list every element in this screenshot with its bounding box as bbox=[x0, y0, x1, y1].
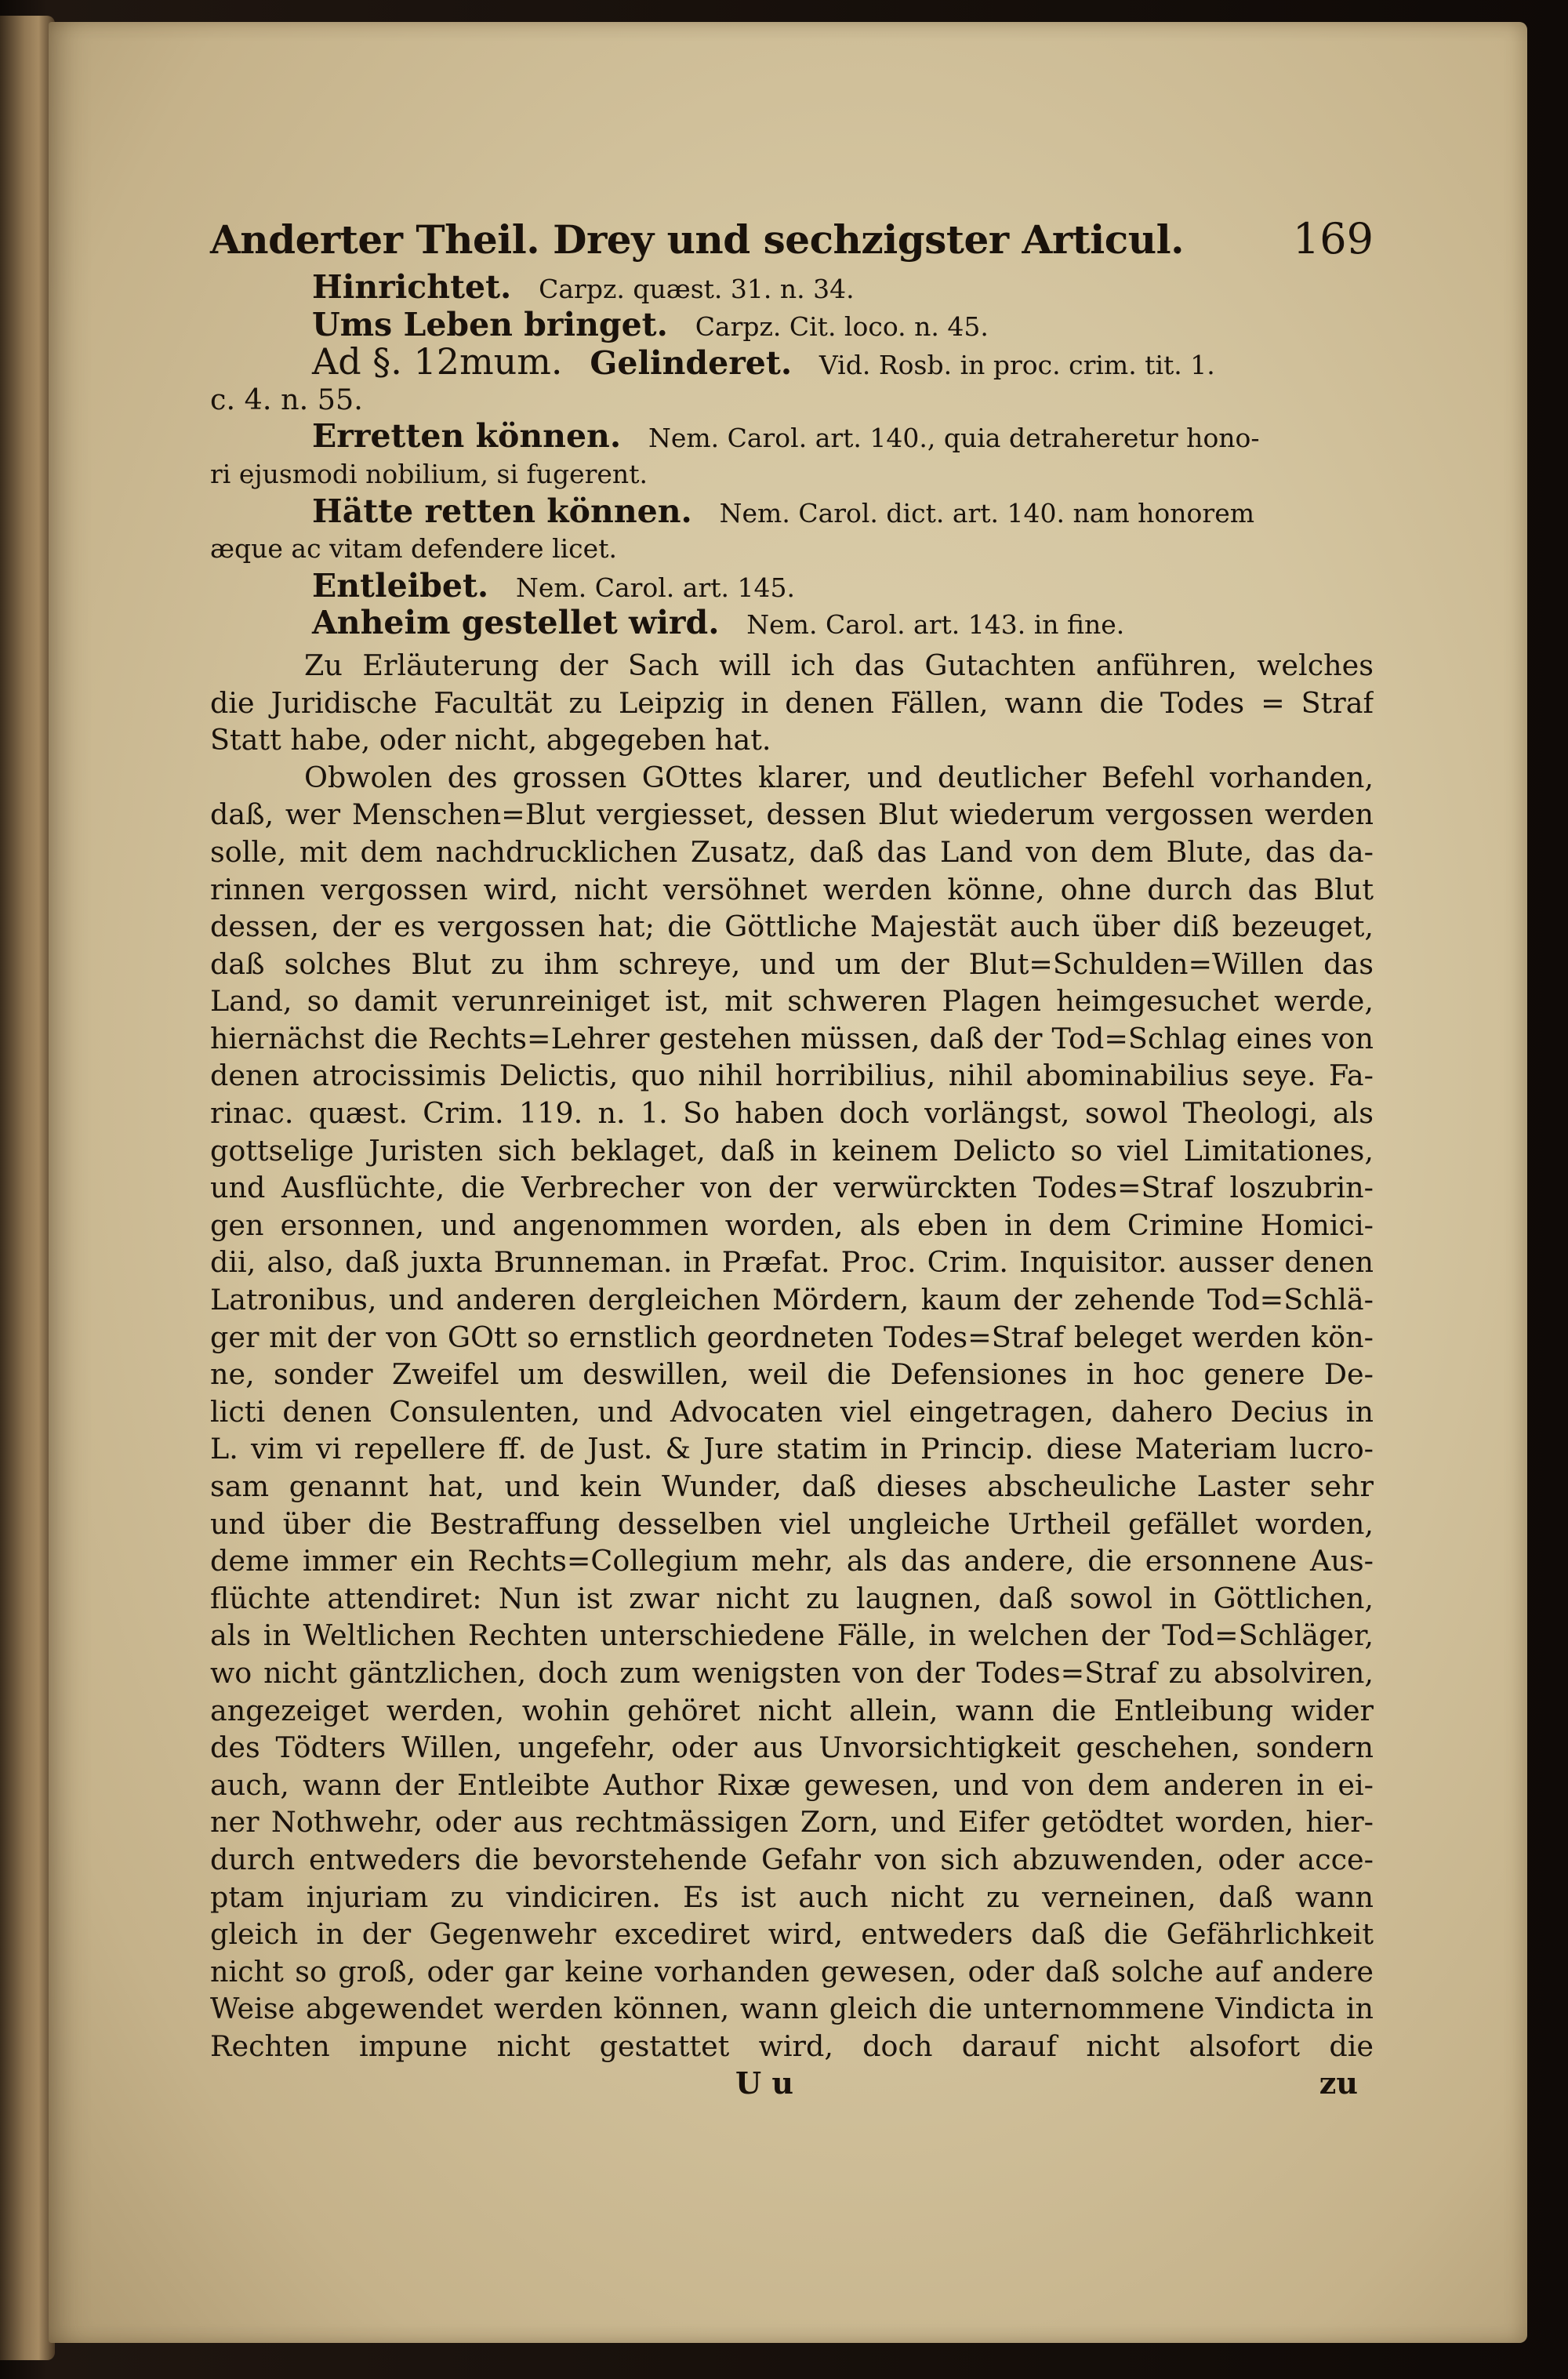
note-entry bbox=[210, 343, 1374, 381]
body-line: gen ersonnen, und angenommen worden, als eben in dem Crimine Homici- bbox=[210, 1208, 1374, 1242]
signature-mark: U u bbox=[735, 2065, 793, 2101]
page-number: 169 bbox=[1292, 214, 1374, 263]
note-keyword: Erretten können. bbox=[312, 418, 622, 456]
note-keyword: Gelinderet. bbox=[590, 344, 793, 381]
note-citation: Nem. Carol. art. 143. in fine. bbox=[746, 609, 1125, 641]
note-keyword: Entleibet. bbox=[312, 567, 489, 605]
text-block bbox=[210, 214, 1374, 2105]
body-line: deme immer ein Rechts=Collegium mehr, als das andere, die ersonnene Aus- bbox=[210, 1544, 1374, 1578]
body-line: L. vim vi repellere ff. de Just. & Jure statim in Princip. diese Materiam lucro- bbox=[210, 1432, 1374, 1466]
body-line: sam genannt hat, und kein Wunder, daß dieses abscheuliche Laster sehr bbox=[210, 1469, 1374, 1503]
body-line: ptam injuriam zu vindiciren. Es ist auch nicht zu verneinen, daß wann bbox=[210, 1880, 1374, 1914]
note-continuation: c. 4. n. 55. bbox=[210, 382, 363, 416]
body-line: gleich in der Gegenwehr excediret wird, entweders daß die Gefährlichkeit bbox=[210, 1917, 1374, 1952]
note-continuation: ri ejusmodi nobilium, si fugerent. bbox=[210, 458, 648, 489]
note-entry bbox=[210, 568, 1374, 605]
body-line: Zu Erläuterung der Sach will ich das Gutachten anführen, welches bbox=[304, 648, 1374, 682]
body-line: rinac. quæst. Crim. 119. n. 1. So haben doch vorlängst, sowol Theologi, als bbox=[210, 1096, 1374, 1131]
body-line: Rechten impune nicht gestattet wird, doch darauf nicht alsofort die bbox=[210, 2029, 1374, 2063]
body-line: Land, so damit verunreiniget ist, mit schweren Plagen heimgesuchet werde, bbox=[210, 984, 1374, 1019]
body-line: denen atrocissimis Delictis, quo nihil horribilius, nihil abominabilius seye. Fa- bbox=[210, 1059, 1374, 1093]
body-line: Statt habe, oder nicht, abgegeben hat. bbox=[210, 723, 771, 757]
note-citation: Vid. Rosb. in proc. crim. tit. 1. bbox=[818, 350, 1215, 381]
note-citation: Nem. Carol. art. 140., quia detraheretur hono- bbox=[648, 423, 1260, 454]
note-citation: Nem. Carol. art. 145. bbox=[516, 572, 795, 603]
note-continuation: æque ac vitam defendere licet. bbox=[210, 533, 617, 565]
body-line: angezeiget werden, wohin gehöret nicht allein, wann die Entleibung wider bbox=[210, 1693, 1374, 1727]
body-line: auch, wann der Entleibte Author Rixæ gewesen, und von dem anderen in ei- bbox=[210, 1767, 1374, 1802]
catchword: zu bbox=[1319, 2065, 1358, 2101]
note-entry bbox=[210, 307, 1374, 344]
book-page bbox=[49, 22, 1527, 2343]
body-line: und Ausflüchte, die Verbrecher von der verwürckten Todes=Straf loszubrin- bbox=[210, 1171, 1374, 1205]
body-line: nicht so groß, oder gar keine vorhanden gewesen, oder daß solche auf andere bbox=[210, 1954, 1374, 1989]
body-text bbox=[210, 647, 1374, 2065]
running-title: Anderter Theil. Drey und sechzigster Articul. bbox=[210, 216, 1184, 263]
body-line: durch entweders die bevorstehende Gefahr von sich abzuwenden, oder acce- bbox=[210, 1842, 1374, 1876]
body-line: dessen, der es vergossen hat; die Göttliche Majestät auch über diß bezeuget, bbox=[210, 910, 1374, 944]
note-entry bbox=[210, 605, 1374, 642]
note-entry bbox=[210, 418, 1374, 456]
book-binding-edge bbox=[0, 16, 55, 2360]
body-line: solle, mit dem nachdrucklichen Zusatz, daß das Land von dem Blute, das da- bbox=[210, 834, 1374, 869]
note-entry bbox=[210, 269, 1374, 307]
page-footer bbox=[210, 2065, 1374, 2105]
body-line: des Tödters Willen, ungefehr, oder aus Unvorsichtigkeit geschehen, sondern bbox=[210, 1731, 1374, 1765]
note-citation: Carpz. quæst. 31. n. 34. bbox=[539, 274, 855, 304]
body-line: dii, also, daß juxta Brunneman. in Præfat. Proc. Crim. Inquisitor. ausser denen bbox=[210, 1245, 1374, 1280]
body-line: hiernächst die Rechts=Lehrer gestehen müssen, daß der Tod=Schlag eines von bbox=[210, 1021, 1374, 1055]
body-line: Weise abgewendet werden können, wann gleich die unternommene Vindicta in bbox=[210, 1992, 1374, 2026]
note-citation: Nem. Carol. dict. art. 140. nam honorem bbox=[719, 497, 1255, 528]
body-line: daß solches Blut zu ihm schreye, und um der Blut=Schulden=Willen das bbox=[210, 946, 1374, 981]
body-line: Latronibus, und anderen dergleichen Mördern, kaum der zehende Tod=Schlä- bbox=[210, 1283, 1374, 1317]
note-entry bbox=[210, 493, 1374, 531]
body-line: ger mit der von GOtt so ernstlich geordneten Todes=Straf beleget werden kön- bbox=[210, 1320, 1374, 1354]
body-line: als in Weltlichen Rechten unterschiedene Fälle, in welchen der Tod=Schläger, bbox=[210, 1618, 1374, 1653]
page-header bbox=[210, 214, 1374, 269]
notes-section bbox=[210, 269, 1374, 642]
body-line: ner Nothwehr, oder aus rechtmässigen Zorn, und Eifer getödtet worden, hier- bbox=[210, 1805, 1374, 1840]
body-line: wo nicht gäntzlichen, doch zum wenigsten von der Todes=Straf zu absolviren, bbox=[210, 1655, 1374, 1690]
body-line: flüchte attendiret: Nun ist zwar nicht zu laugnen, daß sowol in Göttlichen, bbox=[210, 1581, 1374, 1615]
note-keyword: Hinrichtet. bbox=[312, 269, 512, 306]
body-line: licti denen Consulenten, und Advocaten viel eingetragen, dahero Decius in bbox=[210, 1394, 1374, 1429]
body-line: daß, wer Menschen=Blut vergiesset, dessen Blut wiederum vergossen werden bbox=[210, 797, 1374, 832]
body-line: und über die Bestraffung desselben viel ungleiche Urtheil gefället worden, bbox=[210, 1506, 1374, 1541]
body-line: ne, sonder Zweifel um deswillen, weil die Defensiones in hoc genere De- bbox=[210, 1357, 1374, 1392]
note-keyword: Ums Leben bringet. bbox=[312, 306, 668, 343]
body-line: die Juridische Facultät zu Leipzig in denen Fällen, wann die Todes = Straf bbox=[210, 685, 1374, 720]
note-citation: Carpz. Cit. loco. n. 45. bbox=[695, 311, 989, 342]
note-keyword: Hätte retten können. bbox=[312, 492, 692, 530]
note-keyword: Anheim gestellet wird. bbox=[312, 605, 720, 642]
body-line: gottselige Juristen sich beklaget, daß in keinem Delicto so viel Limitationes, bbox=[210, 1133, 1374, 1168]
body-line: Obwolen des grossen GOttes klarer, und deutlicher Befehl vorhanden, bbox=[304, 760, 1374, 794]
note-section-ref: Ad §. 12mum. bbox=[312, 343, 563, 381]
body-line: rinnen vergossen wird, nicht versöhnet werden könne, ohne durch das Blut bbox=[210, 872, 1374, 906]
